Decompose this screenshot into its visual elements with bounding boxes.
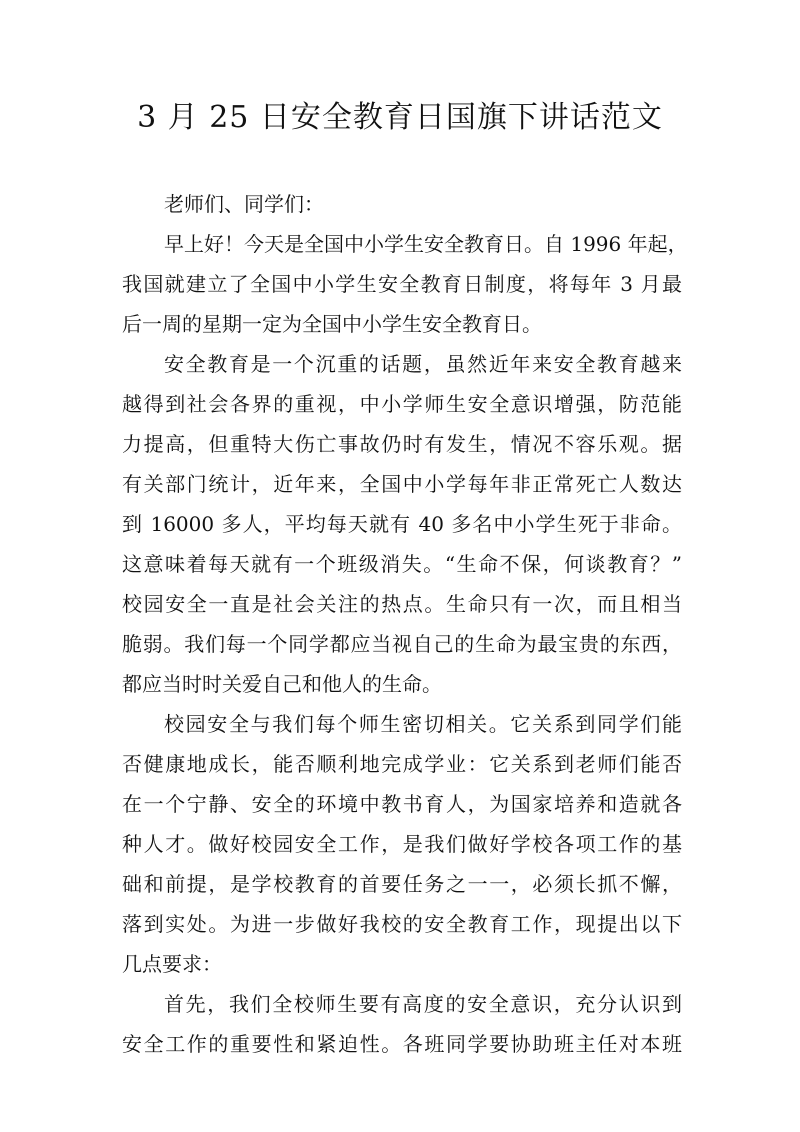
paragraph-line: 否健康地成长，能否顺利地完成学业：它关系到老师们能否 <box>122 752 682 776</box>
paragraph-line: 脆弱。我们每一个同学都应当视自己的生命为最宝贵的东西， <box>122 632 682 656</box>
paragraph-line: 我国就建立了全国中小学生安全教育日制度，将每年 3 月最 <box>122 272 682 296</box>
paragraph-line: 落到实处。为进一步做好我校的安全教育工作，现提出以下 <box>122 912 682 936</box>
paragraph-line: 有关部门统计，近年来，全国中小学每年非正常死亡人数达 <box>122 472 682 496</box>
document-body <box>122 184 688 1064</box>
paragraph-line: 校园安全一直是社会关注的热点。生命只有一次，而且相当 <box>122 592 682 616</box>
paragraph-line: 校园安全与我们每个师生密切相关。它关系到同学们能 <box>164 712 682 736</box>
paragraph-line: 础和前提，是学校教育的首要任务之一一，必须长抓不懈， <box>122 872 682 896</box>
paragraph-line: 力提高，但重特大伤亡事故仍时有发生，情况不容乐观。据 <box>122 432 682 456</box>
paragraph-line: 安全工作的重要性和紧迫性。各班同学要协助班主任对本班 <box>122 1032 682 1056</box>
paragraph-line: 越得到社会各界的重视，中小学师生安全意识增强，防范能 <box>122 392 682 416</box>
paragraph-line: 早上好！今天是全国中小学生安全教育日。自 1996 年起， <box>164 232 688 256</box>
paragraph-line: 都应当时时关爱自己和他人的生命。 <box>122 672 442 696</box>
paragraph-line: 首先，我们全校师生要有高度的安全意识，充分认识到 <box>164 992 682 1016</box>
paragraph-line: 在一个宁静、安全的环境中教书育人，为国家培养和造就各 <box>122 792 682 816</box>
salutation-line: 老师们、同学们： <box>164 192 324 216</box>
paragraph-line: 种人才。做好校园安全工作，是我们做好学校各项工作的基 <box>122 832 682 856</box>
paragraph-line: 到 16000 多人，平均每天就有 40 多名中小学生死于非命。 <box>122 512 682 536</box>
paragraph-line: 安全教育是一个沉重的话题，虽然近年来安全教育越来 <box>164 352 682 376</box>
paragraph-line: 这意味着每天就有一个班级消失。“生命不保，何谈教育？” <box>122 552 682 576</box>
paragraph-line: 几点要求： <box>122 952 222 976</box>
paragraph-line: 后一周的星期一定为全国中小学生安全教育日。 <box>122 312 542 336</box>
document-title: 3 月 25 日安全教育日国旗下讲话范文 <box>137 100 663 135</box>
